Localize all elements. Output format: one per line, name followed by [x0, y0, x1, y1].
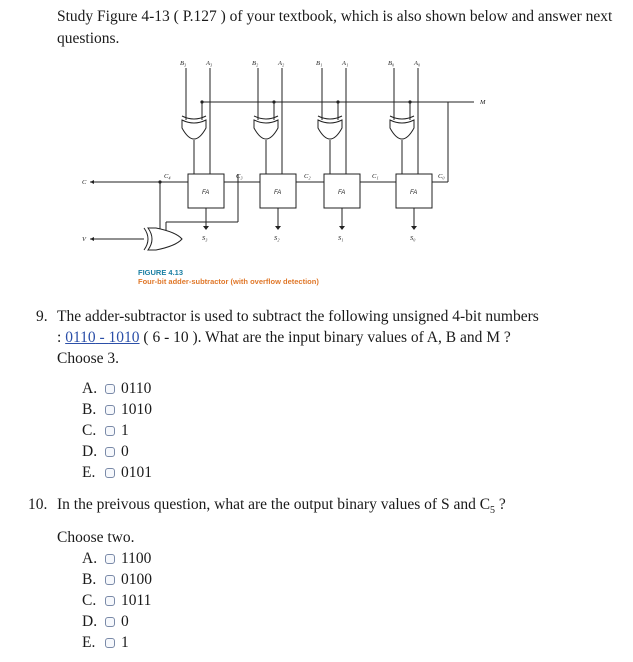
label-a1: A₁	[342, 60, 349, 67]
option-b[interactable]	[82, 399, 152, 420]
label-m: M	[480, 99, 486, 106]
option-letter: E.	[82, 634, 96, 651]
fa-label-2: FA	[274, 190, 282, 196]
fa-label-3: FA	[202, 190, 210, 196]
option-d[interactable]	[82, 441, 152, 462]
question-number: 10.	[28, 496, 48, 513]
checkbox[interactable]	[105, 617, 115, 627]
option-text: 1	[121, 422, 129, 439]
option-text: 0	[121, 443, 129, 460]
checkbox[interactable]	[105, 596, 115, 606]
question-line-2-rest: ( 6 - 10 ). What are the input binary values of A, B and M ?	[139, 329, 511, 346]
label-s1: S₁	[338, 235, 344, 242]
stage-2	[254, 68, 282, 174]
question-instruction: Choose two.	[57, 529, 135, 547]
checkbox[interactable]	[105, 554, 115, 564]
label-c4: C₄	[164, 173, 171, 180]
operand-b: 1010	[108, 329, 140, 346]
label-b1: B₁	[316, 60, 323, 67]
operand-a: 0110	[65, 329, 96, 346]
label-b3: B₃	[180, 60, 187, 67]
option-d[interactable]	[82, 611, 152, 632]
question-text	[57, 306, 596, 369]
checkbox[interactable]	[105, 426, 115, 436]
label-b0: B₀	[388, 60, 395, 67]
label-c0: C₀	[438, 173, 445, 180]
label-a0: A₀	[414, 60, 421, 67]
option-letter: C.	[82, 592, 97, 609]
prefix: :	[57, 329, 66, 346]
label-s2: S₂	[274, 235, 280, 242]
label-b2: B₂	[252, 60, 259, 67]
question-number: 9.	[36, 308, 48, 325]
option-letter: A.	[82, 550, 98, 567]
question-text	[57, 494, 608, 548]
label-c3: C₃	[236, 173, 243, 180]
option-letter: E.	[82, 464, 96, 481]
label-s3: S₃	[202, 235, 208, 242]
option-a[interactable]	[82, 378, 152, 399]
subscript: 5	[490, 505, 496, 517]
fa-label-0: FA	[410, 190, 418, 196]
checkbox[interactable]	[105, 638, 115, 648]
option-a[interactable]	[82, 548, 152, 569]
option-text: 0100	[121, 571, 152, 588]
label-c: C	[82, 179, 87, 186]
option-letter: C.	[82, 422, 97, 439]
option-text: 1010	[121, 401, 152, 418]
option-e[interactable]	[82, 632, 152, 653]
checkbox[interactable]	[105, 405, 115, 415]
minus-sign: -	[95, 329, 109, 346]
question-line-2	[57, 327, 596, 348]
option-letter: B.	[82, 401, 97, 418]
option-letter: A.	[82, 380, 98, 397]
checkbox[interactable]	[105, 384, 115, 394]
figure-caption	[138, 268, 319, 286]
label-a2: A₂	[278, 60, 285, 67]
option-text: 0	[121, 613, 129, 630]
question-line-1: The adder-subtractor is used to subtract the following unsigned 4-bit numbers	[57, 308, 539, 325]
intro-text: Study Figure 4-13 ( P.127 ) of your textbook, which is also shown below and answer next questions.	[57, 8, 613, 47]
question-instruction: Choose 3.	[57, 350, 119, 367]
option-e[interactable]	[82, 462, 152, 483]
circuit-diagram	[82, 54, 502, 290]
q9-options	[82, 378, 152, 483]
caption-text: Four-bit adder-subtractor (with overflow detection)	[138, 277, 319, 286]
label-c2: C₂	[304, 173, 311, 180]
question-line-1-text: In the preivous question, what are the output binary values of S and C	[57, 496, 491, 513]
label-s0: S₀	[410, 235, 416, 242]
label-c1: C₁	[372, 173, 379, 180]
question-mark: ?	[495, 496, 506, 513]
option-text: 1	[121, 634, 129, 651]
option-letter: D.	[82, 443, 98, 460]
caption-title: FIGURE 4.13	[138, 268, 184, 277]
label-a3: A₃	[206, 60, 213, 67]
option-text: 0110	[121, 380, 152, 397]
checkbox[interactable]	[105, 575, 115, 585]
option-text: 1011	[121, 592, 152, 609]
q10-options	[82, 548, 152, 653]
option-text: 0101	[121, 464, 152, 481]
stage-0	[390, 68, 418, 174]
stage-3	[182, 68, 210, 174]
fa-label-1: FA	[338, 190, 346, 196]
question-line-1	[57, 494, 608, 521]
option-text: 1100	[121, 550, 152, 567]
label-v: V	[82, 236, 86, 243]
option-b[interactable]	[82, 569, 152, 590]
adder-subtractor-figure	[82, 54, 502, 290]
stage-1	[318, 68, 346, 174]
checkbox[interactable]	[105, 468, 115, 478]
option-letter: D.	[82, 613, 98, 630]
option-letter: B.	[82, 571, 97, 588]
option-c[interactable]	[82, 420, 152, 441]
checkbox[interactable]	[105, 447, 115, 457]
option-c[interactable]	[82, 590, 152, 611]
